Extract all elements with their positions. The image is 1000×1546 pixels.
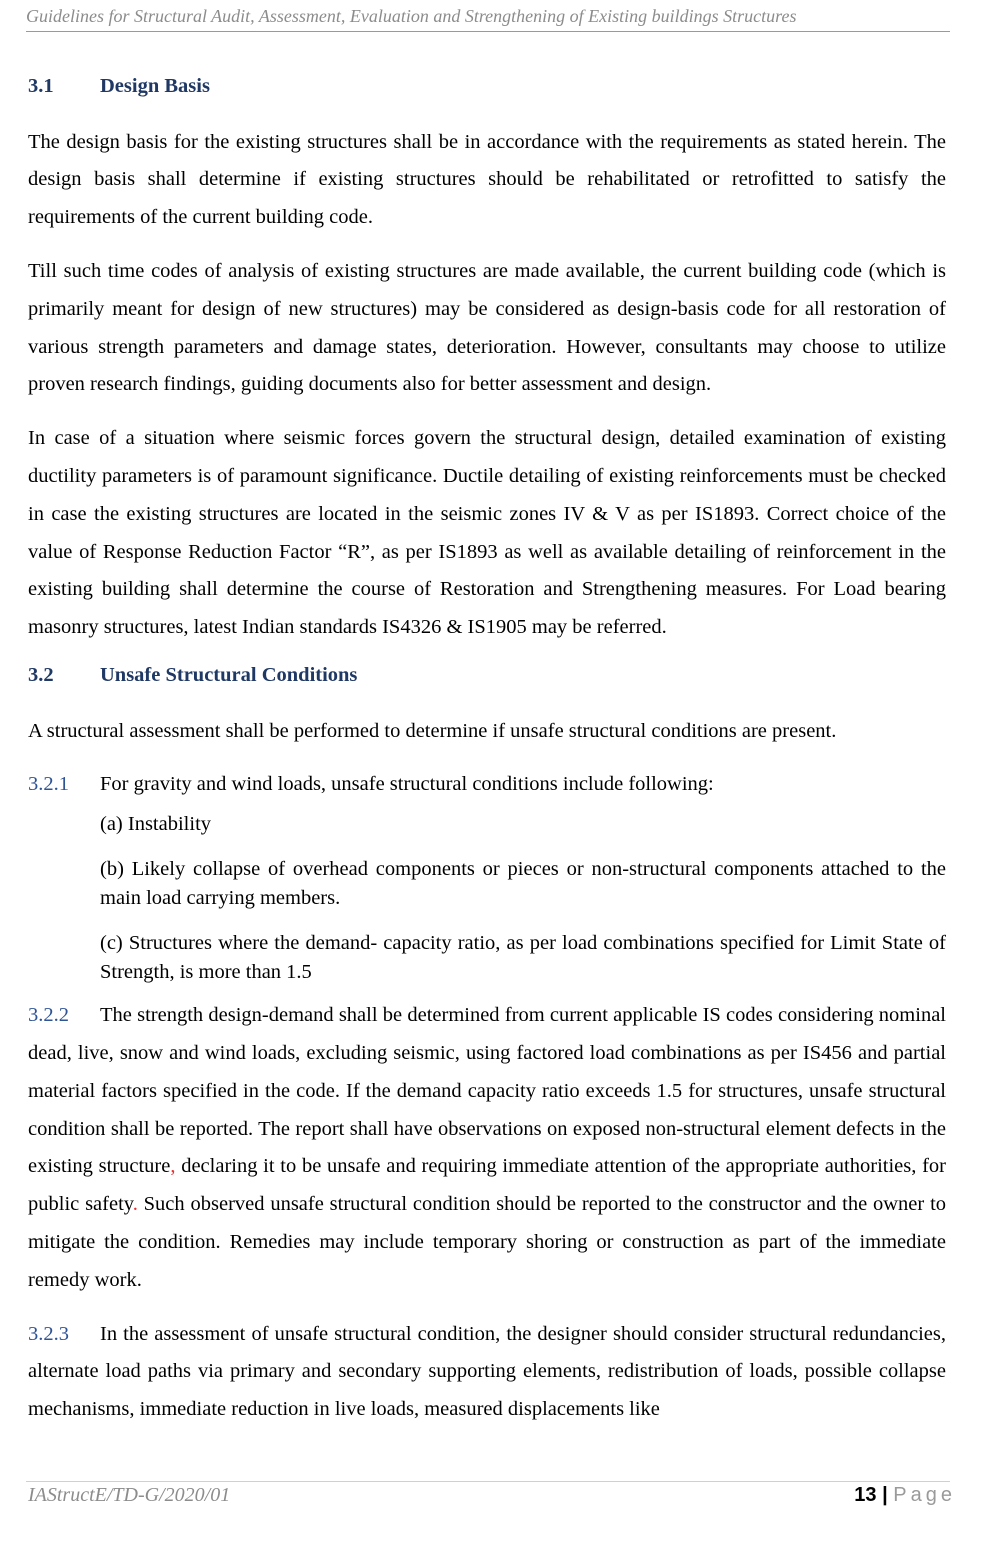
paragraph: The design basis for the existing structures shall be in accordance with the requirements as stated herein. The design basis shall determine if existing structures should be rehabilitated or retrofitted to satisfy the requirements of the current building code.: [28, 130, 946, 229]
subsection-text: declaring it to be unsafe and requiring immediate attention of the appropriate authorities, for public safety: [28, 1155, 946, 1216]
section-heading-3-2: [28, 663, 946, 689]
paragraph: In case of a situation where seismic forces govern the structural design, detailed examination of existing ductility parameters is of paramount significance. Ductile detailing of existing reinforcements must be checked in case the existing structures are located in the seismic zones IV & V as per IS1893. Correct choice of the value of Response Reduction Factor “R”, as per IS1893 as well as available detailing of reinforcement in the existing building shall determine the course of Restoration and Strengthening measures. For Load bearing masonry structures, latest Indian standards IS4326 & IS1905 may be referred.: [28, 427, 946, 639]
page-separator: |: [882, 1484, 888, 1506]
subsection-3-2-2: [28, 997, 946, 1299]
list-item: (a) Instability: [100, 813, 212, 836]
section-number: 3.1: [28, 75, 54, 97]
subsection-text: Such observed unsafe structural condition should be reported to the constructor and the owner to mitigate the condition. Remedies may include temporary shoring or construction as part of the immediate remedy work.: [28, 1193, 947, 1291]
section-title: Unsafe Structural Conditions: [100, 663, 358, 686]
list-item: (b) Likely collapse of overhead components or pieces or non-structural components attached to the main load carrying members.: [100, 858, 946, 910]
subsection-text: For gravity and wind loads, unsafe structural conditions include following:: [100, 773, 714, 796]
footer-divider: [26, 1481, 950, 1482]
footer-doc-id: IAStructE/TD-G/2020/01: [28, 1484, 231, 1506]
subsection-text: The strength design-demand shall be determined from current applicable IS codes considering nominal dead, live, snow and wind loads, excluding seismic, using factored load combinations as per IS456 and partial material factors specified in the code. If the demand capacity ratio exceeds 1.5 for structures, unsafe structural condition shall be reported. The report shall have observations on exposed non-structural element defects in the existing structure: [28, 1004, 946, 1178]
subsection-3-2-3: [28, 1316, 946, 1429]
page-number: 13: [854, 1484, 877, 1506]
footer-page-indicator: [854, 1484, 956, 1507]
section-title: Design Basis: [100, 75, 210, 97]
page-label: Page: [893, 1484, 956, 1506]
subsection-3-2-1: [28, 766, 946, 804]
subsection-number: 3.2.1: [28, 773, 69, 796]
highlight-mark: .: [132, 1193, 138, 1216]
subsection-text: In the assessment of unsafe structural condition, the designer should consider structural redundancies, alternate load paths via primary and secondary supporting elements, redistribution of loads, possible collapse mechanisms, immediate reduction in live loads, measured displacements like: [28, 1322, 946, 1421]
page-content: [28, 74, 946, 1445]
list-item: (c) Structures where the demand- capacity ratio, as per load combinations specified for Limit State of Strength, is more than 1.5: [100, 932, 946, 984]
section-number: 3.2: [28, 663, 54, 686]
section-heading-3-1: [28, 74, 946, 100]
running-header: Guidelines for Structural Audit, Assessment, Evaluation and Strengthening of Existing buildings Structures: [26, 6, 950, 32]
subsection-number: 3.2.2: [28, 1004, 69, 1027]
paragraph: A structural assessment shall be performed to determine if unsafe structural conditions are present.: [28, 719, 837, 742]
subsection-number: 3.2.3: [28, 1322, 69, 1345]
paragraph: Till such time codes of analysis of existing structures are made available, the current building code (which is primarily meant for design of new structures) may be considered as design-basis code for all restoration of various strength parameters and damage states, deterioration. However, consultants may choose to utilize proven research findings, guiding documents also for better assessment and design.: [28, 260, 946, 396]
highlight-mark: ,: [170, 1155, 176, 1178]
